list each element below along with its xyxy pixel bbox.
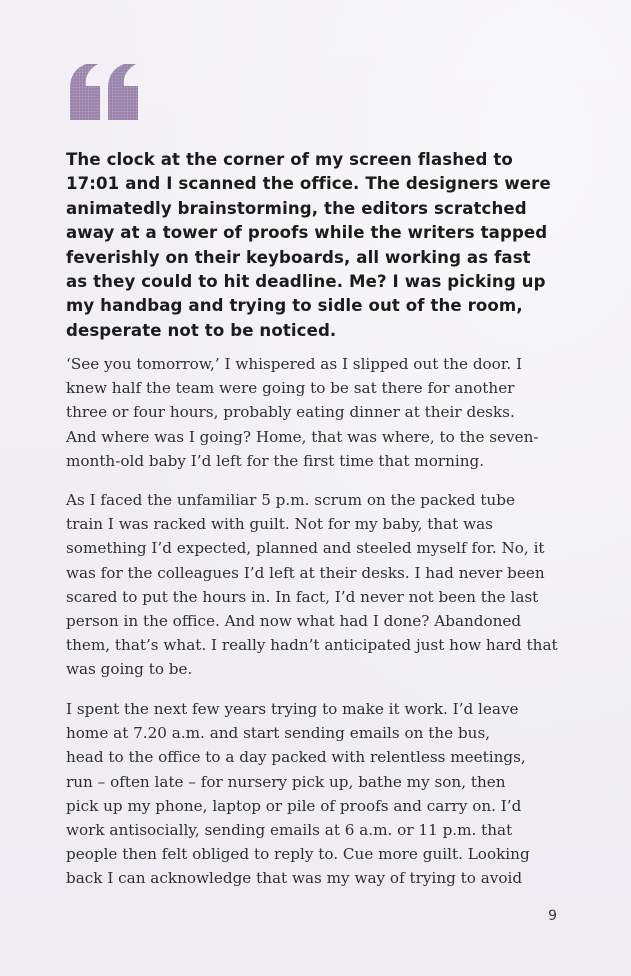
pull-quote-line: away at a tower of proofs while the writers tapped bbox=[66, 223, 548, 243]
text-line: And where was I going? Home, that was where, to the seven- bbox=[66, 427, 539, 446]
pull-quote-line: 17:01 and I scanned the office. The designers were bbox=[66, 174, 551, 194]
text-line: was for the colleagues I’d left at their desks. I had never been bbox=[66, 563, 545, 582]
text-line: pick up my phone, laptop or pile of proofs and carry on. I’d bbox=[66, 796, 522, 815]
page-number: 9 bbox=[548, 908, 557, 924]
text-line: I spent the next few years trying to make it work. I’d leave bbox=[66, 700, 519, 718]
text-line: ‘See you tomorrow,’ I whispered as I slipped out the door. I bbox=[66, 355, 523, 373]
text-line: scared to put the hours in. In fact, I’d never not been the last bbox=[66, 587, 539, 606]
text-line: something I’d expected, planned and steeled myself for. No, it bbox=[66, 539, 545, 558]
text-line: work antisocially, sending emails at 6 a.m. or 11 p.m. that bbox=[66, 821, 513, 840]
text-line: back I can acknowledge that was my way of trying to avoid bbox=[66, 869, 523, 888]
text-line: train I was racked with guilt. Not for my baby, that was bbox=[66, 515, 493, 534]
pull-quote-line: as they could to hit deadline. Me? I was picking up bbox=[66, 272, 546, 292]
paragraph-3 bbox=[66, 697, 556, 891]
text-line: month-old baby I’d left for the first time that morning. bbox=[66, 451, 485, 470]
pull-quote-line: animatedly brainstorming, the editors scratched bbox=[66, 198, 527, 218]
pull-quote-line: feverishly on their keyboards, all working as fast bbox=[66, 247, 531, 267]
pull-quote-line: desperate not to be noticed. bbox=[66, 320, 337, 340]
text-line: them, that’s what. I really hadn’t anticipated just how hard that bbox=[66, 636, 558, 655]
text-line: people then felt obliged to reply to. Cue more guilt. Looking bbox=[66, 845, 530, 864]
text-line: head to the office to a day packed with relentless meetings, bbox=[66, 748, 526, 767]
pull-quote-line: my handbag and trying to sidle out of the room, bbox=[66, 296, 523, 316]
text-line: three or four hours, probably eating dinner at their desks. bbox=[66, 403, 515, 422]
paragraph-2 bbox=[66, 488, 556, 682]
text-line: run – often late – for nursery pick up, bathe my son, then bbox=[66, 772, 506, 791]
paragraph-1 bbox=[66, 352, 556, 473]
text-line: was going to be. bbox=[66, 660, 193, 679]
pull-quote-line: The clock at the corner of my screen flashed to bbox=[66, 150, 513, 169]
text-line: person in the office. And now what had I done? Abandoned bbox=[66, 612, 522, 631]
text-line: As I faced the unfamiliar 5 p.m. scrum on the packed tube bbox=[66, 491, 515, 509]
text-line: knew half the team were going to be sat there for another bbox=[66, 379, 515, 398]
pull-quote bbox=[66, 148, 556, 343]
left-double-quote-icon bbox=[66, 62, 142, 122]
text-line: home at 7.20 a.m. and start sending emails on the bus, bbox=[66, 724, 491, 743]
